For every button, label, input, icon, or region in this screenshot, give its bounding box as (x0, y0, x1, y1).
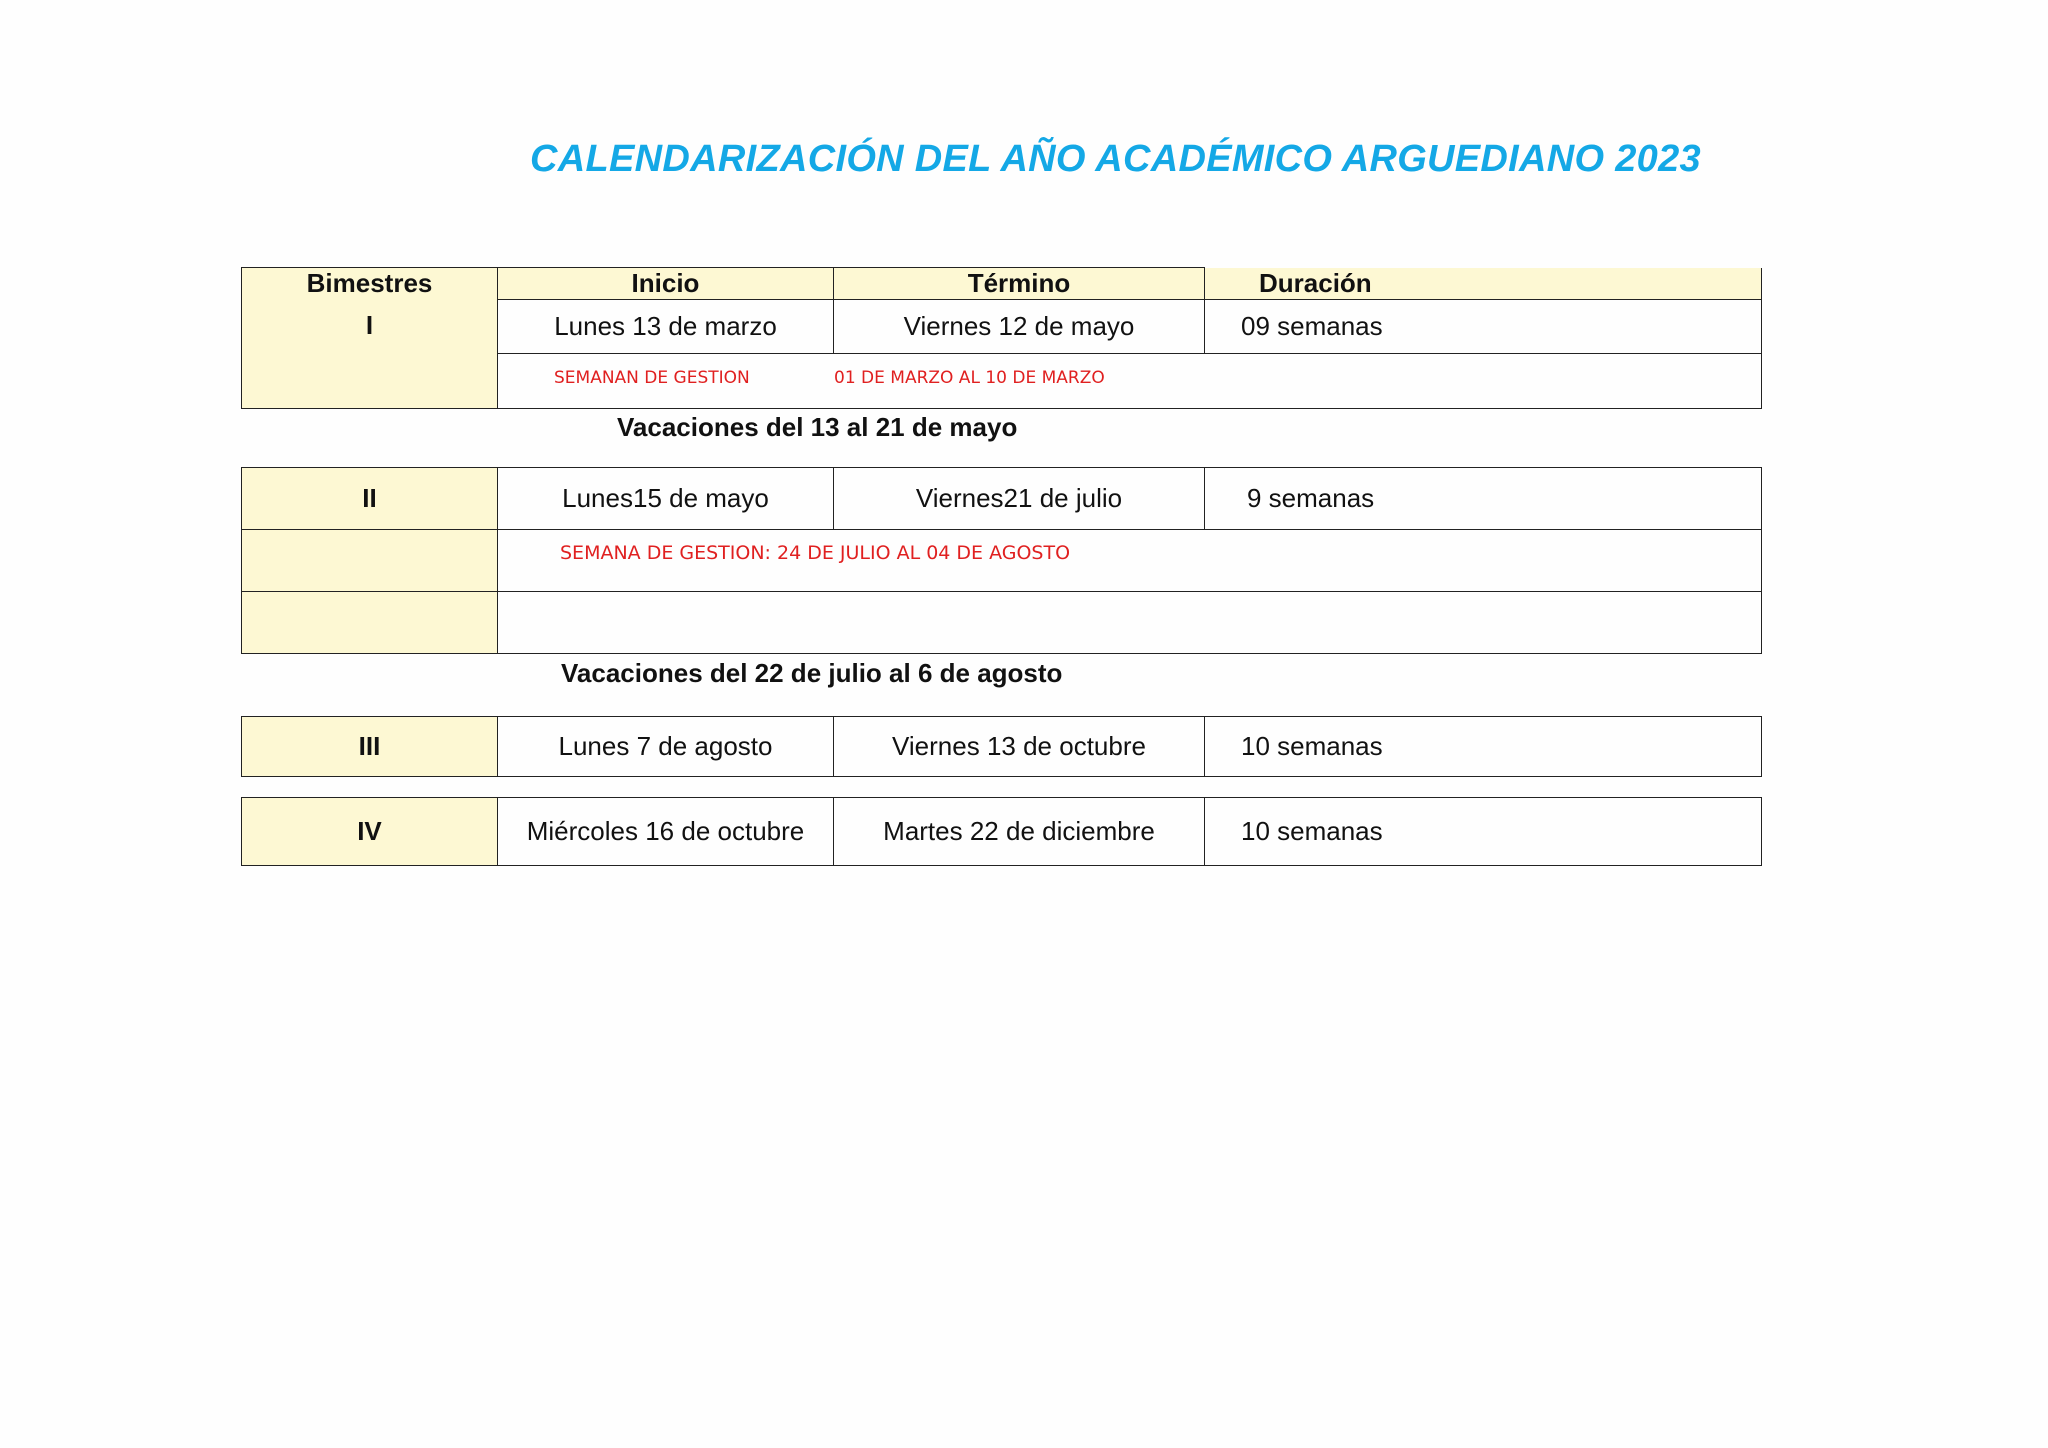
bimestre-1-gestion (498, 354, 1762, 409)
header-inicio: Inicio (498, 268, 834, 300)
bimestre-2-duracion: 9 semanas (1205, 468, 1762, 530)
bimestre-1-number-label: I (365, 309, 374, 340)
vacaciones-1: Vacaciones del 13 al 21 de mayo (617, 412, 1018, 442)
bimestre-3-duracion: 10 semanas (1205, 717, 1762, 777)
bimestre-1-inicio: Lunes 13 de marzo (498, 300, 834, 354)
bimestre-4-duracion: 10 semanas (1205, 798, 1762, 866)
bimestre-2-empty-row (498, 592, 1762, 654)
bimestre-4-termino: Martes 22 de diciembre (834, 798, 1205, 866)
bimestre-3-termino: Viernes 13 de octubre (834, 717, 1205, 777)
header-bimestres-label: Bimestres (306, 268, 433, 298)
bimestre-2-table (241, 467, 1762, 654)
bimestre-2-empty-cell-2 (242, 592, 498, 654)
header-duracion-label: Duración (1259, 267, 1372, 298)
vacaciones-2: Vacaciones del 22 de julio al 6 de agosto (561, 658, 1063, 688)
bimestre-1-termino: Viernes 12 de mayo (834, 300, 1205, 354)
bimestre-2-termino: Viernes21 de julio (834, 468, 1205, 530)
bimestre-2-inicio: Lunes15 de mayo (498, 468, 834, 530)
bimestre-4-inicio: Miércoles 16 de octubre (498, 798, 834, 866)
page-title: CALENDARIZACIÓN DEL AÑO ACADÉMICO ARGUEDIANO 2023 (530, 138, 1701, 180)
gestion-1-dates: 01 DE MARZO AL 10 DE MARZO (834, 368, 1105, 388)
bimestre-2-gestion (498, 530, 1762, 592)
bimestre-3-number: III (242, 717, 498, 777)
bimestre-3-table (241, 716, 1762, 777)
bimestre-1-duracion: 09 semanas (1205, 300, 1762, 354)
bimestre-4-number: IV (242, 798, 498, 866)
bimestre-2-empty-cell (242, 530, 498, 592)
header-termino: Término (834, 268, 1205, 300)
bimestre-1-number (242, 300, 498, 409)
header-bimestres (242, 268, 498, 300)
bimestre-4-table (241, 797, 1762, 866)
header-duracion (1205, 268, 1762, 300)
bimestre-2-number: II (242, 468, 498, 530)
gestion-1-label: SEMANAN DE GESTION (554, 368, 750, 388)
bimestre-3-inicio: Lunes 7 de agosto (498, 717, 834, 777)
gestion-2-label: SEMANA DE GESTION: 24 DE JULIO AL 04 DE AGOSTO (560, 542, 1071, 564)
bimestre-1-table (241, 267, 1762, 409)
